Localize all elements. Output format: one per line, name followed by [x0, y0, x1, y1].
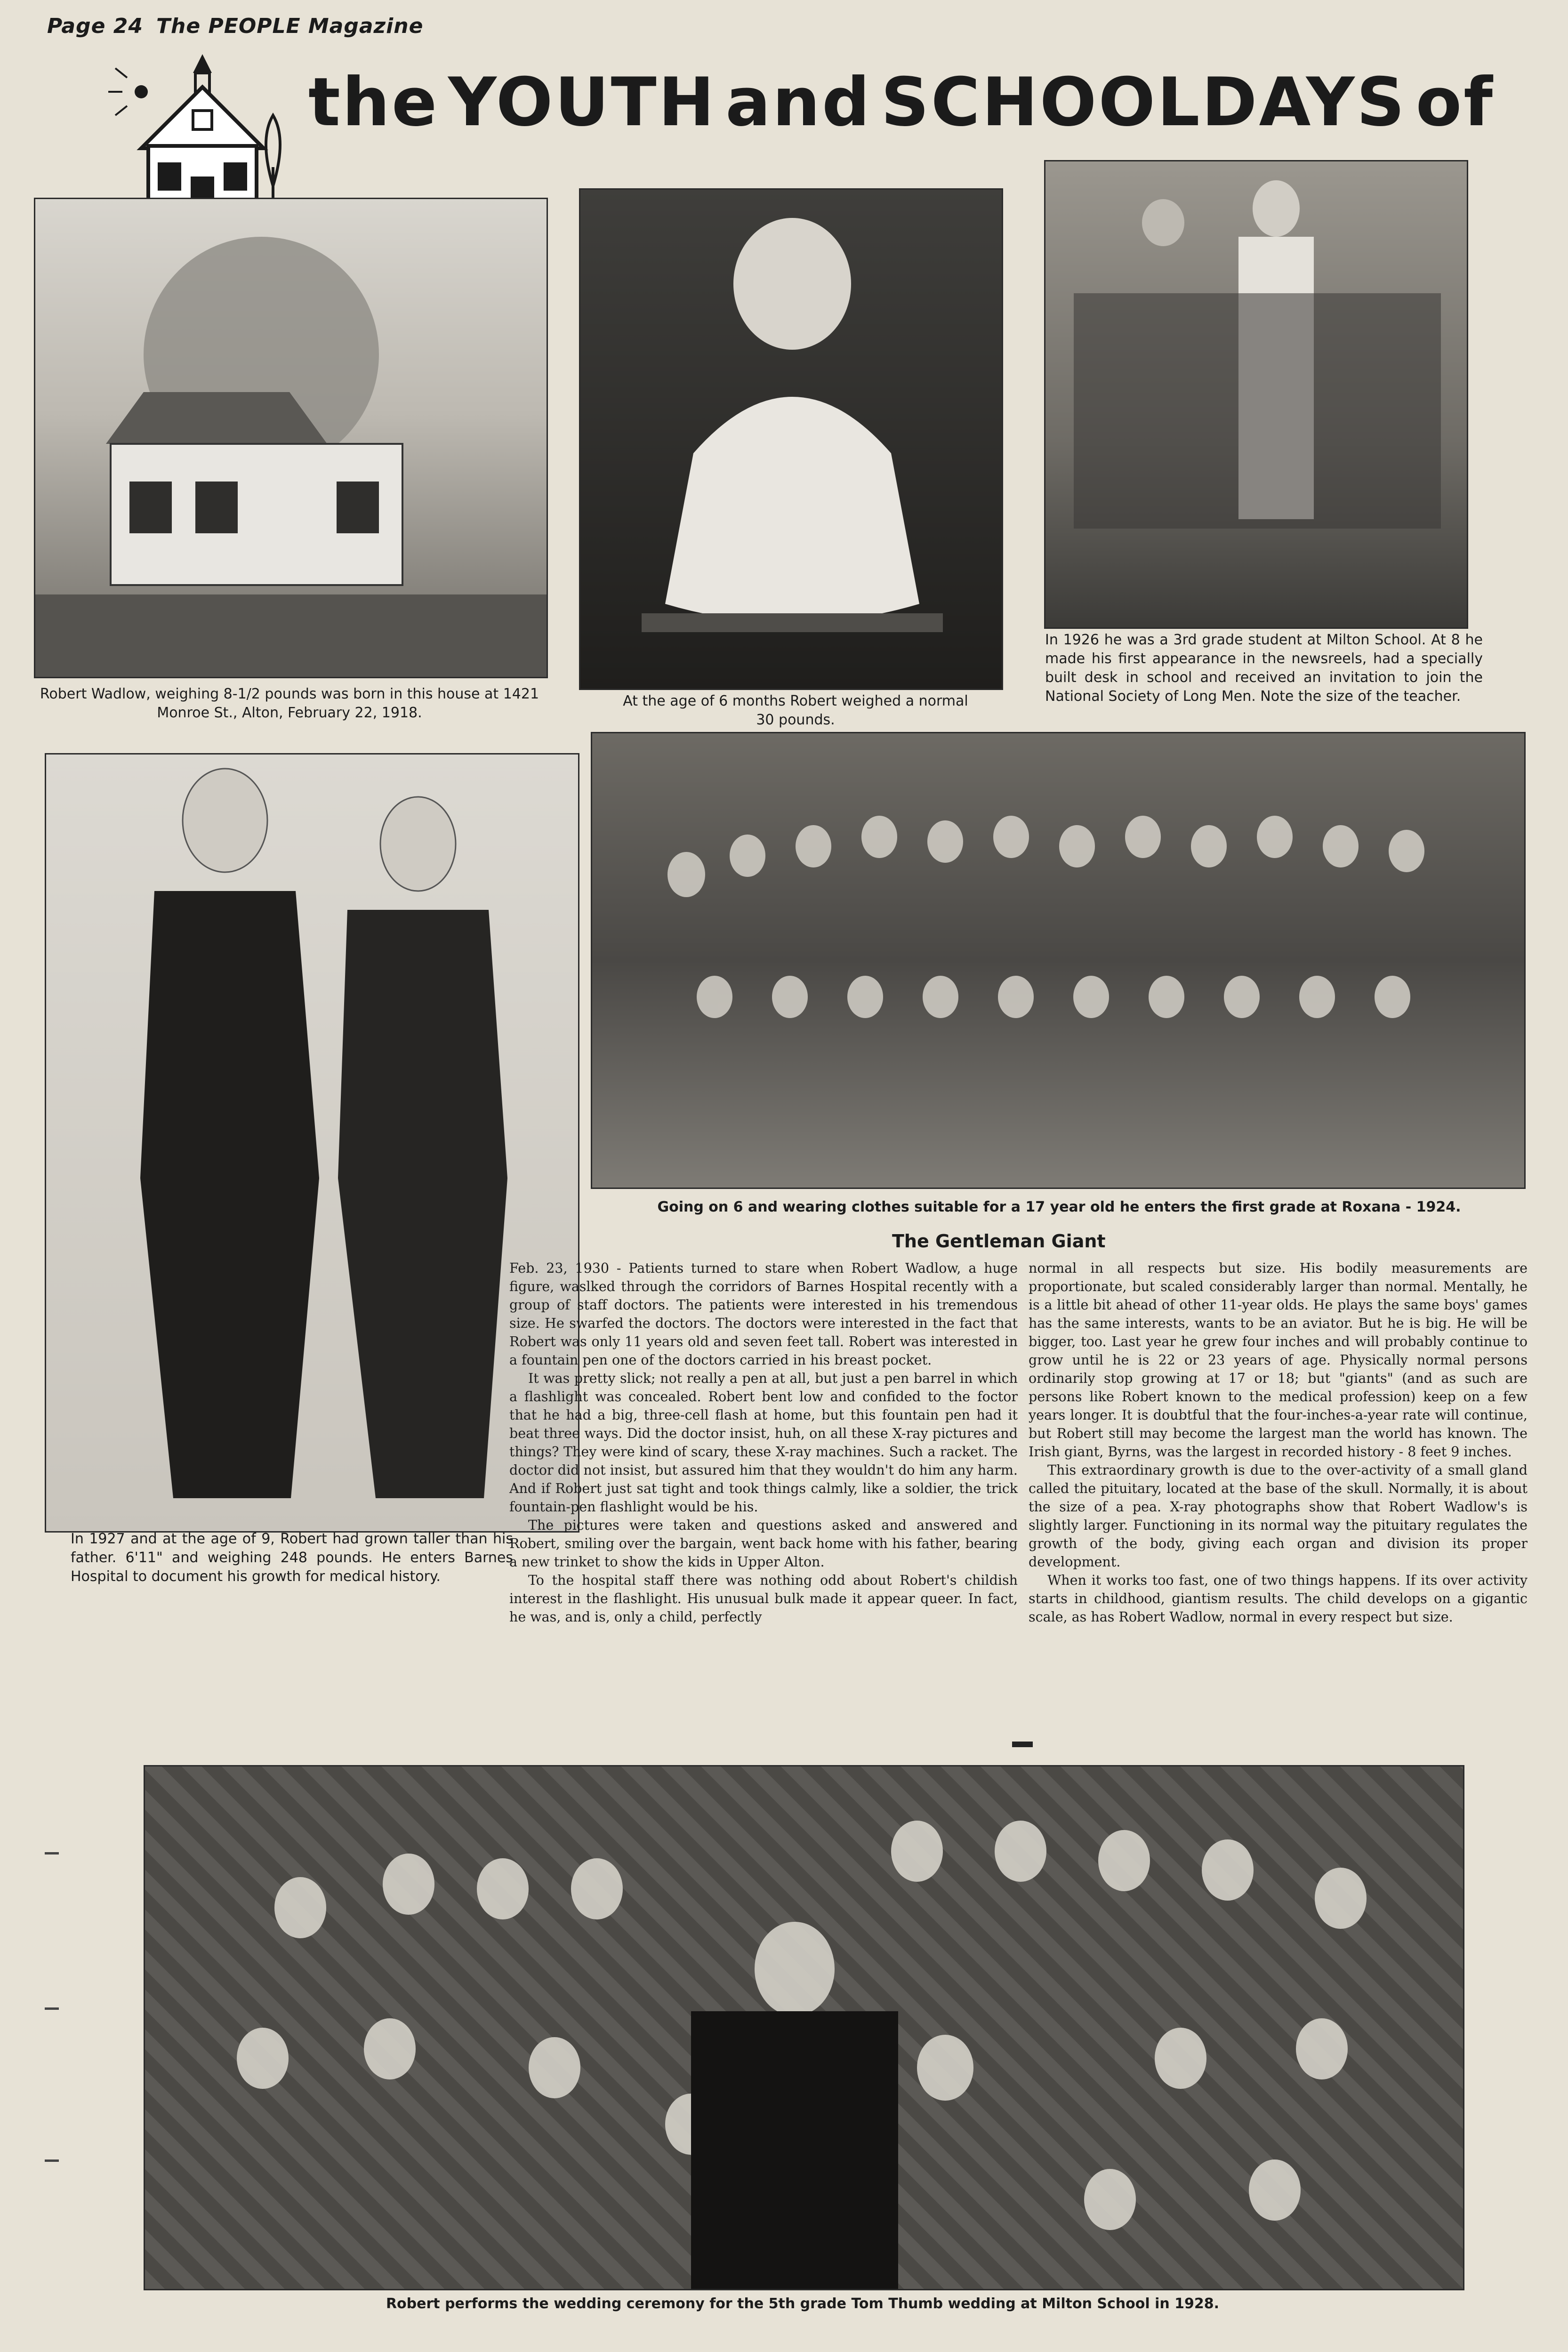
page-number: Page 24 — [47, 14, 144, 38]
wedding-caption: Robert performs the wedding ceremony for the 5th grade Tom Thumb wedding at Milton School in 1928. — [386, 2296, 1220, 2312]
milton-caption: In 1926 he was a 3rd grade student at Milton School. At 8 he made his first appearance in the newsreels, had a specially built desk in school and received an invitation to join the National Society of Long Men. Note the size of the teacher. — [1045, 632, 1483, 705]
milton-group-photo — [1044, 160, 1468, 629]
article-column-1 — [509, 1259, 1018, 1626]
headline-word: of — [1415, 64, 1495, 141]
edge-mark — [45, 1852, 59, 1854]
headline-word: SCHOOLDAYS — [881, 64, 1407, 141]
article-paragraph: The pictures were taken and questions asked and answered and Robert, smiling over the bargain, went back home with his father, bearing a new trinket to show the kids in Upper Alton. — [509, 1517, 1018, 1570]
headline — [308, 64, 1495, 141]
article-title: The Gentleman Giant — [892, 1231, 1106, 1252]
headline-word: the — [308, 64, 439, 141]
article-paragraph: normal in all respects but size. His bodily measurements are proportionate, but scaled considerably larger than normal. Mentally, he is a little bit ahead of other 11-year olds. He plays the same boys' games has the same interests, wants to be an aviator. But he is big. He will be bigger, too. Last year he grew four inches and will probably continue to grow until he is 22 or 23 years of age. Physically normal persons ordinarily stop growing at 17 or 18; but "giants" (and as such are persons like Robert known to the medical profession) keep on a few years longer. It is doubtful that the four-inches-a-year rate will continue, but Robert still may become the largest man the world has known. The Irish giant, Byrns, was the largest in recorded history - 8 feet 9 inches. — [1029, 1260, 1528, 1460]
house-caption: Robert Wadlow, weighing 8-1/2 pounds was born in this house at 1421 Monroe St., Alton, February 22, 1918. — [40, 686, 539, 721]
baby-photo — [579, 188, 1003, 690]
article-paragraph: This extraordinary growth is due to the over-activity of a small gland called the pituitary, located at the base of the skull. Normally, it is about the size of a pea. X-ray photographs show that Robert Wadlow's is slightly larger. Functioning in its normal way the pituitary regulates the growth of the body, giving each organ and division its proper development. — [1029, 1462, 1528, 1570]
article-paragraph: Feb. 23, 1930 - Patients turned to stare when Robert Wadlow, a huge figure, waslked through the corridors of Barnes Hospital recently with a group of staff doctors. The patients were interested in his tremendous size. He swarfed the doctors. The doctors were interested in the fact that Robert was only 11 years old and seven feet tall. Robert was interested in a fountain pen one of the doctors carried in his breast pocket. — [509, 1260, 1018, 1368]
edge-mark — [45, 2007, 59, 2010]
father-photo — [45, 753, 579, 1533]
roxana-class-photo — [591, 732, 1526, 1189]
article-paragraph: When it works too fast, one of two things happens. If its over activity starts in childhood, giantism results. The child develops on a gigantic scale, as has Robert Wadlow, normal in every respect but size. — [1029, 1573, 1528, 1625]
house-photo — [34, 198, 548, 678]
baby-caption: At the age of 6 months Robert weighed a normal 30 pounds. — [623, 693, 968, 728]
father-caption: In 1927 and at the age of 9, Robert had grown taller than his father. 6'11" and weighing 248 pounds. He enters Barnes Hospital to document his growth for medical history. — [71, 1531, 513, 1585]
section-divider — [1012, 1742, 1033, 1747]
headline-word: and — [725, 64, 872, 141]
headline-word: YOUTH — [448, 64, 716, 141]
wedding-photo — [144, 1765, 1464, 2290]
article-column-2 — [1029, 1259, 1528, 1626]
edge-mark — [45, 2159, 59, 2162]
page-header — [47, 14, 436, 38]
roxana-caption: Going on 6 and wearing clothes suitable for a 17 year old he enters the first grade at Roxana - 1924. — [657, 1199, 1461, 1215]
article-paragraph: To the hospital staff there was nothing odd about Robert's childish interest in the flashlight. His unusual bulk made it appear queer. In fact, he was, and is, only a child, perfectly — [509, 1573, 1018, 1625]
article-paragraph: It was pretty slick; not really a pen at all, but just a pen barrel in which a flashlight was concealed. Robert bent low and confided to the foctor that he had a big, three-cell flash at home, but this fountain pen had it beat three ways. Did the doctor insist, huh, on all these X-ray pictures and things? They were kind of scary, these X-ray machines. Such a racket. The doctor did not insist, but assured him that they wouldn't do him any harm. And if Robert just sat tight and took things calmly, like a soldier, the trick fountain-pen flashlight would be his. — [509, 1371, 1018, 1515]
magazine-name: The PEOPLE Magazine — [156, 14, 424, 38]
